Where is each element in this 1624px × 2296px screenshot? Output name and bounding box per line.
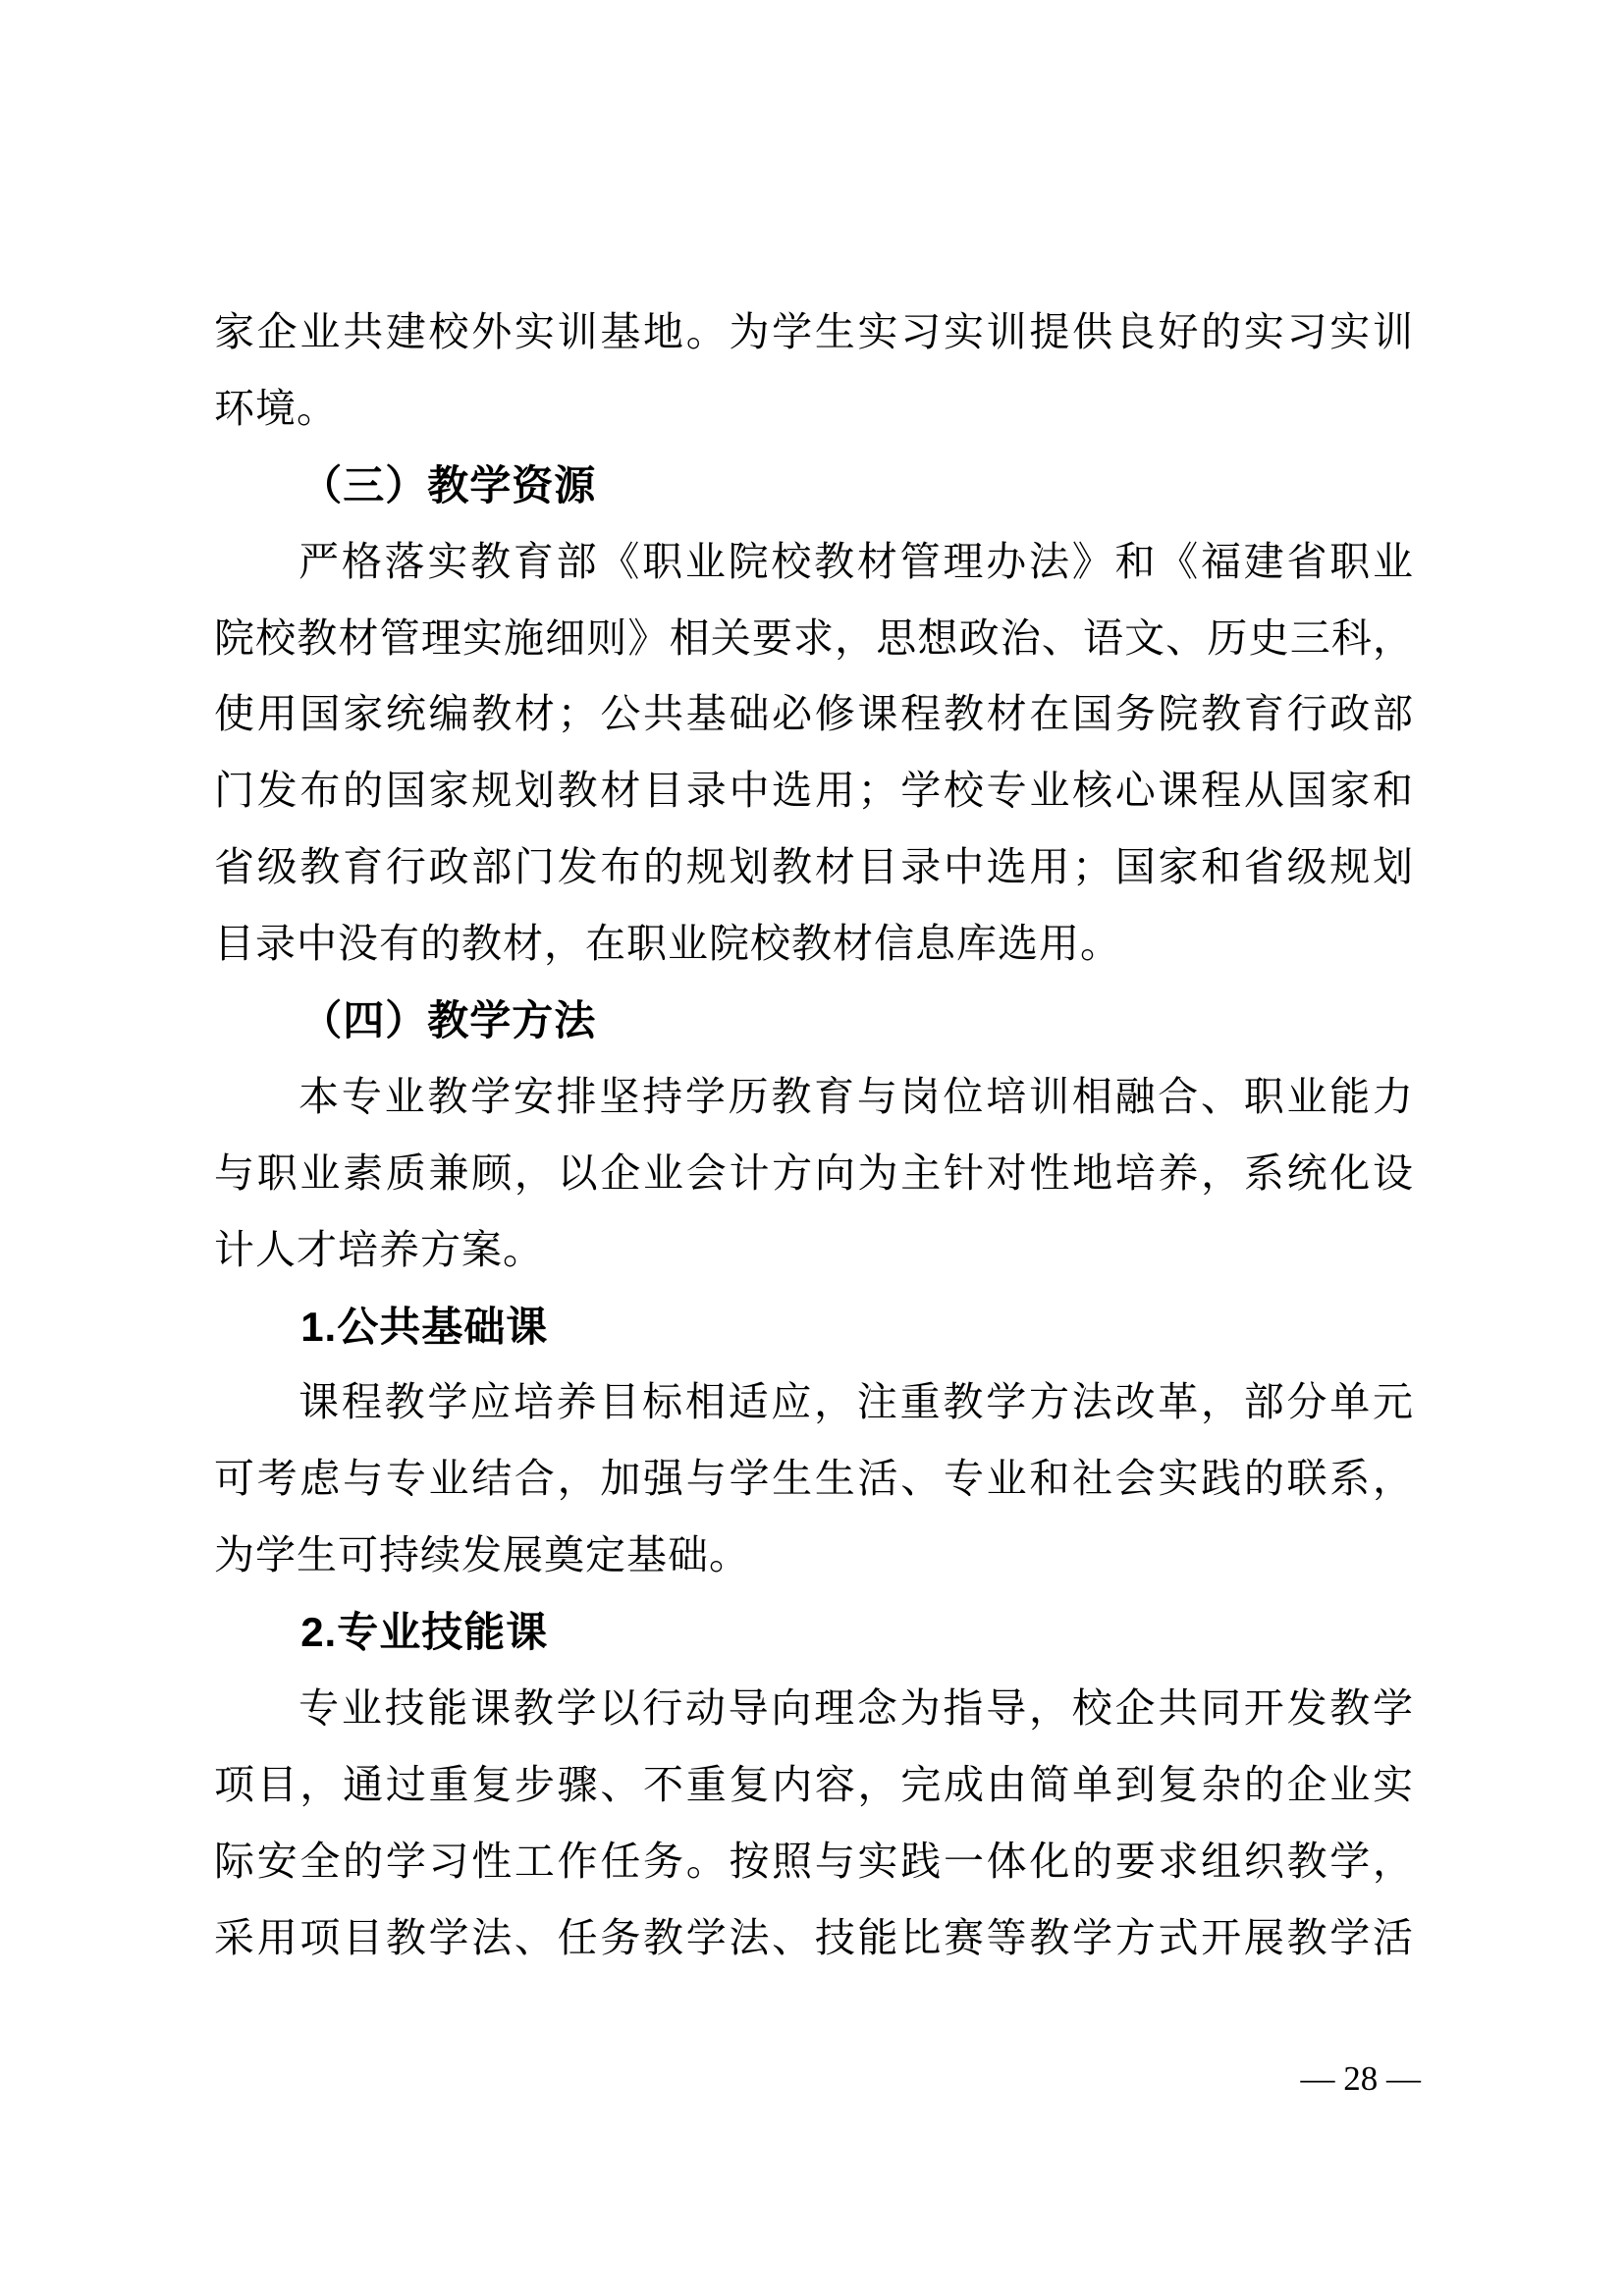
paragraph-professional-skill-courses xyxy=(214,1671,1414,1977)
page-footer xyxy=(1301,2057,1422,2101)
document-content xyxy=(214,294,1414,1977)
paragraph-line: 采用项目教学法、任务教学法、技能比赛等教学方式开展教学活 xyxy=(214,1914,1414,1960)
paragraph-line: 本专业教学安排坚持学历教育与岗位培训相融合、职业能力 xyxy=(298,1073,1414,1119)
heading-line: （四）教学方法 xyxy=(300,997,597,1044)
paragraph-line: 可考虑与专业结合，加强与学生生活、专业和社会实践的联系， xyxy=(214,1456,1414,1502)
paragraph-teaching-arrangement xyxy=(214,1059,1414,1289)
paragraph-line: 门发布的国家规划教材目录中选用；学校专业核心课程从国家和 xyxy=(214,768,1414,814)
page-number: — 28 — xyxy=(1300,2059,1421,2098)
heading-teaching-methods xyxy=(214,983,1414,1059)
paragraph-line: 严格落实教育部《职业院校教材管理办法》和《福建省职业 xyxy=(298,538,1414,584)
paragraph-line: 为学生可持续发展奠定基础。 xyxy=(214,1532,750,1578)
paragraph-line: 计人才培养方案。 xyxy=(214,1226,544,1272)
paragraph-textbook-selection xyxy=(214,524,1414,983)
paragraph-line: 省级教育行政部门发布的规划教材目录中选用；国家和省级规划 xyxy=(214,844,1414,890)
heading-line: （三）教学资源 xyxy=(300,461,597,508)
paragraph-line: 环境。 xyxy=(214,385,338,431)
heading-line: 1.公共基础课 xyxy=(300,1303,549,1350)
paragraph-line: 专业技能课教学以行动导向理念为指导，校企共同开发教学 xyxy=(298,1685,1414,1732)
paragraph-line: 院校教材管理实施细则》相关要求，思想政治、语文、历史三科， xyxy=(214,614,1414,661)
paragraph-offcampus-training-bases xyxy=(214,294,1414,448)
heading-teaching-resources xyxy=(214,448,1414,524)
paragraph-line: 课程教学应培养目标相适应，注重教学方法改革，部分单元 xyxy=(298,1379,1414,1425)
heading-public-basic-courses xyxy=(214,1289,1414,1365)
paragraph-public-basic-courses xyxy=(214,1364,1414,1594)
paragraph-line: 项目，通过重复步骤、不重复内容，完成由简单到复杂的企业实 xyxy=(214,1761,1414,1807)
paragraph-line: 际安全的学习性工作任务。按照与实践一体化的要求组织教学， xyxy=(214,1838,1414,1884)
paragraph-line: 家企业共建校外实训基地。为学生实习实训提供良好的实习实训 xyxy=(214,309,1414,354)
paragraph-line: 目录中没有的教材，在职业院校教材信息库选用。 xyxy=(214,921,1121,967)
paragraph-line: 使用国家统编教材；公共基础必修课程教材在国务院教育行政部 xyxy=(214,691,1414,737)
heading-line: 2.专业技能课 xyxy=(300,1609,549,1656)
heading-professional-skill-courses xyxy=(214,1594,1414,1671)
paragraph-line: 与职业素质兼顾，以企业会计方向为主针对性地培养，系统化设 xyxy=(214,1149,1414,1196)
